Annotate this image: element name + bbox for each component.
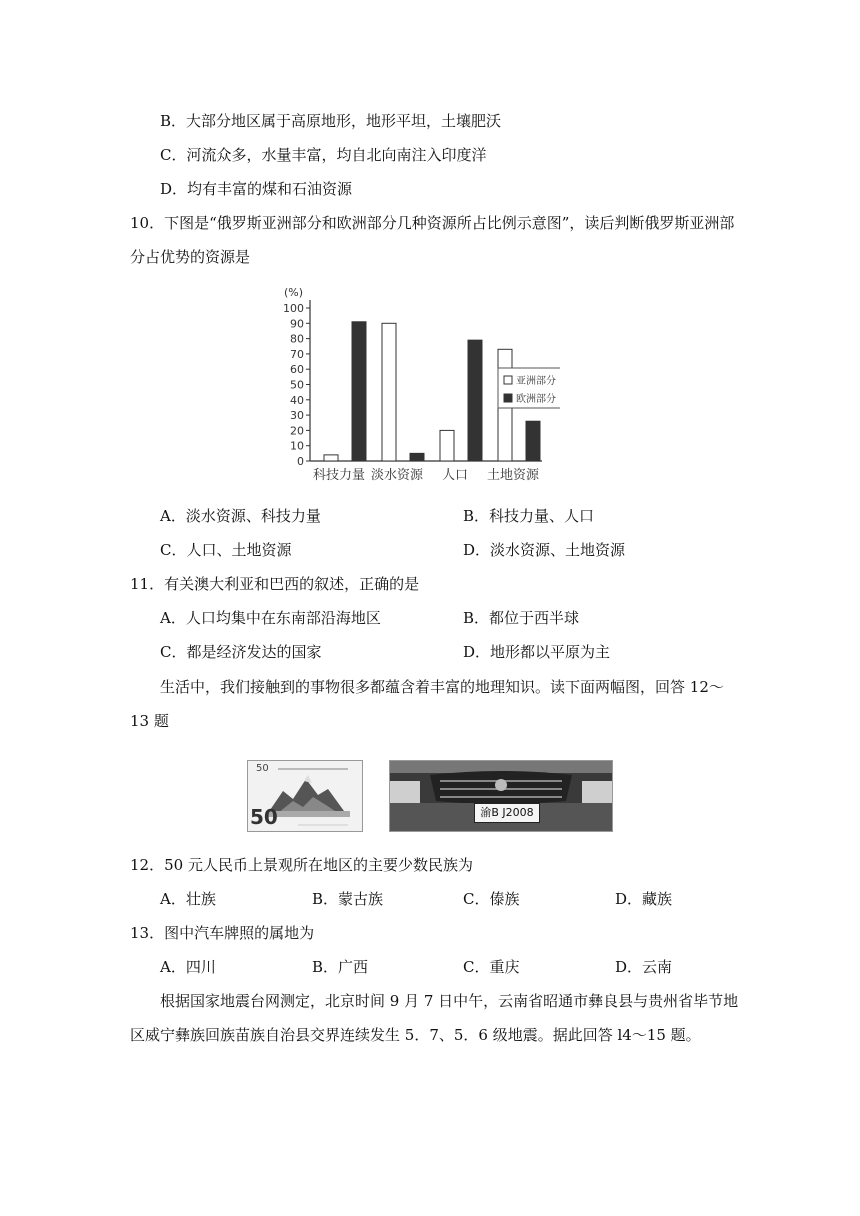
legend-swatch — [504, 376, 512, 384]
q11-option-a: A．人口均集中在东南部沿海地区 — [160, 609, 381, 627]
banknote-image — [247, 760, 363, 832]
legend-label: 亚洲部分 — [516, 376, 556, 387]
chart-legend — [498, 368, 560, 408]
bar-europe — [468, 340, 482, 461]
q12-option-c: C．傣族 — [463, 890, 520, 908]
y-tick-label: 20 — [290, 424, 304, 438]
bar-asia — [440, 430, 454, 461]
q10-option-b: B．科技力量、人口 — [463, 507, 595, 525]
bar-europe — [410, 453, 424, 461]
bar-europe — [352, 322, 366, 461]
q9-option-d: D．均有丰富的煤和石油资源 — [160, 180, 353, 198]
x-category-label: 科技力量 — [312, 468, 366, 483]
y-tick-label: 50 — [290, 378, 304, 392]
legend-label: 欧洲部分 — [516, 394, 556, 405]
intro12-line2: 13 题 — [130, 712, 169, 730]
q11-option-d: D．地形都以平原为主 — [463, 643, 611, 661]
intro12-line1: 生活中，我们接触到的事物很多都蕴含着丰富的地理知识。读下面两幅图，回答 12～ — [160, 678, 724, 696]
y-tick-label: 80 — [290, 332, 304, 346]
q13-option-a: A．四川 — [160, 958, 216, 976]
x-category-label: 人口 — [441, 468, 469, 483]
q12-option-b: B．蒙古族 — [312, 890, 384, 908]
q10-option-a: A．淡水资源、科技力量 — [160, 507, 321, 525]
y-tick-label: 10 — [290, 439, 304, 453]
license-plate: 渝B J2008 — [474, 803, 540, 823]
q12-option-a: A．壮族 — [160, 890, 216, 908]
q13-option-c: C．重庆 — [463, 958, 520, 976]
bar-asia — [324, 455, 338, 461]
q12-option-d: D．藏族 — [615, 890, 673, 908]
banknote-denomination: 50 — [250, 805, 278, 829]
q10-stem-line2: 分占优势的资源是 — [130, 248, 251, 266]
y-tick-label: 60 — [290, 363, 304, 377]
legend-swatch — [504, 394, 512, 402]
car-plate-image — [389, 760, 613, 832]
y-tick-label: 70 — [290, 347, 304, 361]
y-tick-label: 90 — [290, 317, 304, 331]
y-tick-label: 100 — [283, 302, 304, 315]
intro14-line1: 根据国家地震台网测定，北京时间 9 月 7 日中午，云南省昭通市彝良县与贵州省毕节地 — [160, 992, 739, 1010]
q11-option-c: C．都是经济发达的国家 — [160, 643, 322, 661]
q10-option-c: C．人口、土地资源 — [160, 541, 292, 559]
intro14-line2: 区威宁彝族回族苗族自治县交界连续发生 5．7、5．6 级地震。据此回答 l4～15 题。 — [130, 1026, 701, 1044]
resource-ratio-bar-chart — [280, 282, 560, 488]
q9-option-b: B．大部分地区属于高原地形，地形平坦，土壤肥沃 — [160, 112, 502, 130]
x-category-label: 淡水资源 — [370, 468, 424, 483]
q12-stem: 12．50 元人民币上景观所在地区的主要少数民族为 — [130, 856, 473, 874]
bar-europe — [526, 421, 540, 461]
y-tick-label: 0 — [297, 455, 304, 468]
x-category-label: 土地资源 — [486, 468, 540, 483]
y-axis-label: (%) — [284, 286, 304, 299]
q13-option-d: D．云南 — [615, 958, 673, 976]
q10-stem-line1: 10．下图是“俄罗斯亚洲部分和欧洲部分几种资源所占比例示意图”，读后判断俄罗斯亚洲部 — [130, 214, 735, 232]
bar-asia — [382, 323, 396, 461]
q10-option-d: D．淡水资源、土地资源 — [463, 541, 626, 559]
y-tick-label: 40 — [290, 393, 304, 407]
q13-option-b: B．广西 — [312, 958, 369, 976]
q9-option-c: C．河流众多，水量丰富，均自北向南注入印度洋 — [160, 146, 487, 164]
q11-option-b: B．都位于西半球 — [463, 609, 580, 627]
q11-stem: 11．有关澳大利亚和巴西的叙述，正确的是 — [130, 575, 420, 593]
banknote-corner-number: 50 — [256, 763, 269, 774]
y-tick-label: 30 — [290, 409, 304, 423]
q13-stem: 13．图中汽车牌照的属地为 — [130, 924, 315, 942]
